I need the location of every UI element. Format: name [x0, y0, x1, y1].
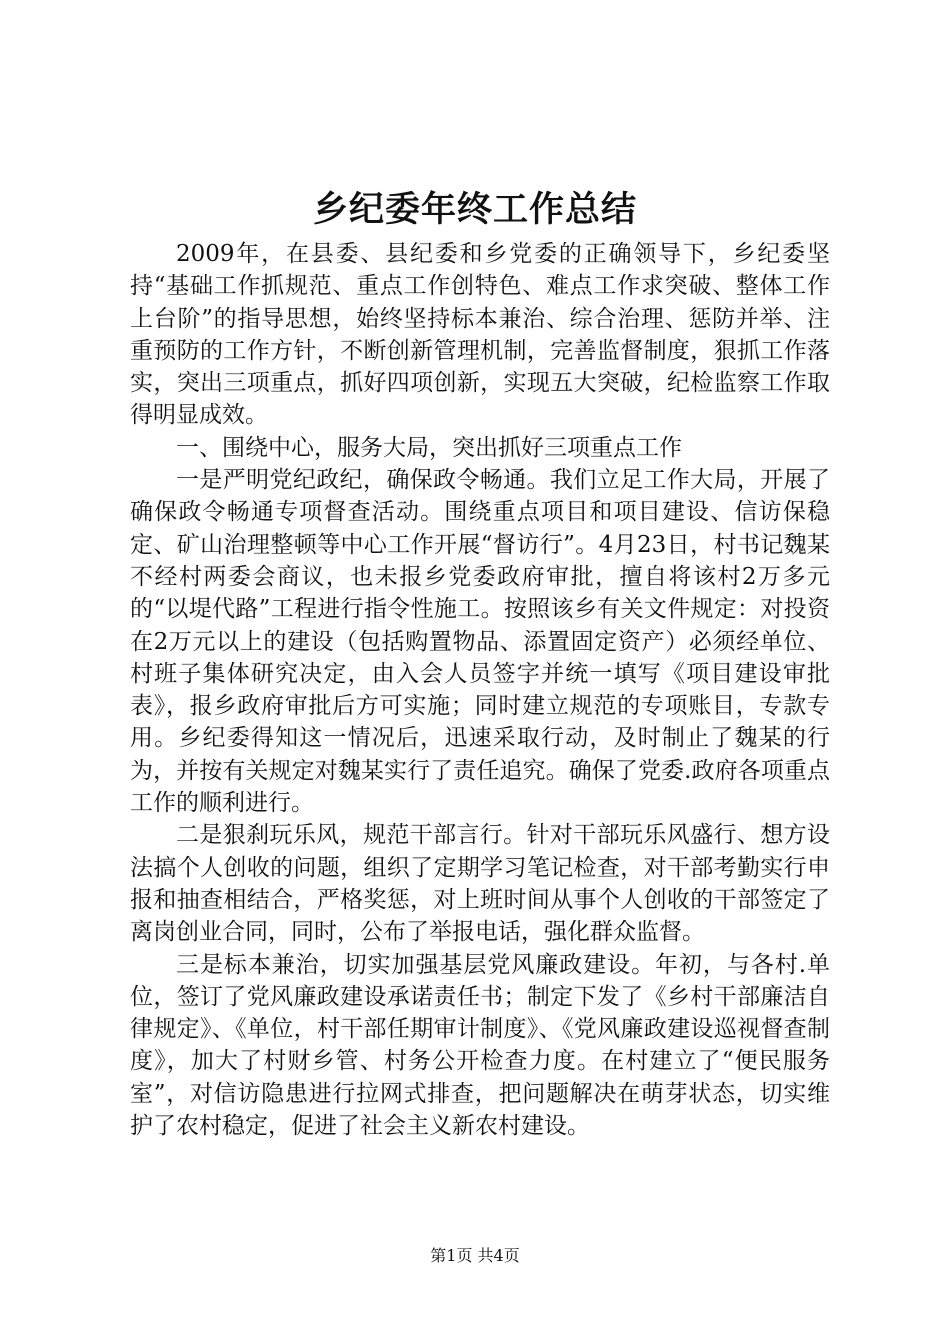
document-title: 乡纪委年终工作总结	[312, 189, 637, 230]
section-heading-1: 一、围绕中心，服务大局，突出抓好三项重点工作	[176, 434, 682, 461]
page-footer: 第1页 共4页	[430, 1246, 520, 1265]
paragraph-point-1: 一是严明党纪政纪，确保政令畅通。我们立足工作大局，开展了确保政令畅通专项督查活动。围绕重点项目和项目建设、信访保稳定、矿山治理整顿等中心工作开展“督访行”。4月23日，村书记魏某不经村两委会商议，也未报乡党委政府审批，擅自将该村2万多元的“以堤代路”工程进行指令性施工。按照该乡有关文件规定：对投资在2万元以上的建设（包括购置物品、添置固定资产）必须经单位、村班子集体研究决定，由入会人员签字并统一填写《项目建设审批表》，报乡政府审批后方可实施；同时建立规范的专项账目，专款专用。乡纪委得知这一情况后，迅速采取行动，及时制止了魏某的行为，并按有关规定对魏某实行了责任追究。确保了党委.政府各项重点工作的顺利进行。	[130, 467, 830, 817]
document-body	[130, 238, 830, 1142]
paragraph-intro: 2009年，在县委、县纪委和乡党委的正确领导下，乡纪委坚持“基础工作抓规范、重点工作创特色、难点工作求突破、整体工作上台阶”的指导思想，始终坚持标本兼治、综合治理、惩防并举、注重预防的工作方针，不断创新管理机制，完善监督制度，狠抓工作落实，突出三项重点，抓好四项创新，实现五大突破，纪检监察工作取得明显成效。	[130, 241, 830, 429]
paragraph-point-2: 二是狠刹玩乐风，规范干部言行。针对干部玩乐风盛行、想方设法搞个人创收的问题，组织了定期学习笔记检查，对干部考勤实行申报和抽查相结合，严格奖惩，对上班时间从事个人创收的干部签定了离岗创业合同，同时，公布了举报电话，强化群众监督。	[130, 822, 830, 946]
paragraph-point-3: 三是标本兼治，切实加强基层党风廉政建设。年初，与各村.单位，签订了党风廉政建设承诺责任书；制定下发了《乡村干部廉洁自律规定》、《单位，村干部任期审计制度》、《党风廉政建设巡视督查制度》，加大了村财乡管、村务公开检查力度。在村建立了“便民服务室”，对信访隐患进行拉网式排查，把问题解决在萌芽状态，切实维护了农村稳定，促进了社会主义新农村建设。	[130, 951, 830, 1140]
